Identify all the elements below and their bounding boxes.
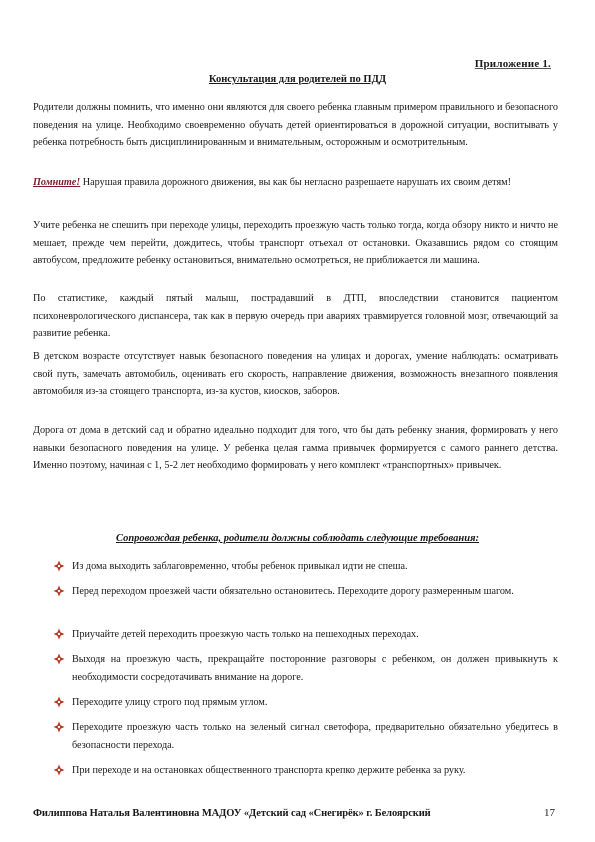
diamond-bullet-icon bbox=[53, 764, 65, 776]
diamond-bullet-icon bbox=[53, 560, 65, 572]
list-item-text: Переходите проезжую часть только на зеленый сигнал светофора, предварительно обязательно убедитесь в безопасности перехода. bbox=[72, 722, 558, 751]
list-item bbox=[53, 719, 558, 754]
list-item-text: Приучайте детей переходить проезжую часть только на пешеходных переходах. bbox=[72, 629, 419, 640]
list-item-text: При переходе и на остановках общественного транспорта крепко держите ребенка за руку. bbox=[72, 765, 466, 776]
diamond-bullet-icon bbox=[53, 696, 65, 708]
appendix-label: Приложение 1. bbox=[474, 58, 551, 70]
list-item-text: Выходя на проезжую часть, прекращайте посторонние разговоры с ребенком, он должен привыкнуть к необходимости сосредотачивать внимание на дороге. bbox=[72, 654, 558, 683]
page-number: 17 bbox=[544, 807, 555, 819]
list-item bbox=[53, 762, 558, 780]
paragraph-text: Нарушая правила дорожного движения, вы как бы негласно разрешаете нарушать их своим детям! bbox=[80, 177, 512, 188]
paragraph-text: Дорога от дома в детский сад и обратно идеально подходит для того, что бы дать ребенку знания, формировать у него навыки безопасного поведения на улице. У ребенка целая гамма привычек формируется с самого раннего детства. Именно поэтому, начиная с 1, 5-2 лет необходимо формировать у него комплект «транспортных» привычек. bbox=[33, 425, 558, 471]
paragraph-text: Учите ребенка не спешить при переходе улицы, переходить проезжую часть только тогда, когда обзору никто и ничто не мешает, прежде чем перейти, дождитесь, чтобы транспорт отъехал от остановки. Оказавшись рядом со стоящим автобусом, предложите ребенку остановиться, внимательно осмотреться, не приближается ли машина. bbox=[33, 220, 558, 266]
list-item bbox=[53, 626, 558, 644]
paragraph-text: По статистике, каждый пятый малыш, пострадавший в ДТП, впоследствии становится пациентом психоневрологического диспансера, так как в первую очередь при авариях травмируется головной мозг, отвечающий за развитие ребенка. bbox=[33, 293, 558, 339]
list-item bbox=[53, 558, 558, 576]
paragraph-road bbox=[33, 422, 558, 475]
paragraph-intro bbox=[33, 99, 558, 152]
list-item-text: Перед переходом проезжей части обязательно остановитесь. Переходите дорогу размеренным шагом. bbox=[72, 586, 514, 597]
paragraph-text: Родители должны помнить, что именно они являются для своего ребенка главным примером правильного и безопасного поведения на улице. Необходимо своевременно обучать детей ориентироваться в дорожной ситуации, воспитывать у ребенка потребность быть дисциплинированным и внимательным, осторожным и осмотрительным. bbox=[33, 102, 558, 148]
paragraph-teach bbox=[33, 217, 558, 270]
diamond-bullet-icon bbox=[53, 628, 65, 640]
requirements-title: Сопровождая ребенка, родители должны соблюдать следующие требования: bbox=[116, 533, 479, 544]
list-item-text: Из дома выходить заблаговременно, чтобы ребенок привыкал идти не спеша. bbox=[72, 561, 408, 572]
diamond-bullet-icon bbox=[53, 585, 65, 597]
list-item bbox=[53, 583, 558, 601]
paragraph-statistics bbox=[33, 290, 558, 343]
paragraph-childhood bbox=[33, 348, 558, 401]
list-item bbox=[53, 651, 558, 686]
diamond-bullet-icon bbox=[53, 653, 65, 665]
document-title: Консультация для родителей по ПДД bbox=[208, 74, 387, 85]
list-item bbox=[53, 694, 558, 712]
paragraph-text: В детском возрасте отсутствует навык безопасного поведения на улицах и дорогах, умение наблюдать: осматривать свой путь, замечать автомобиль, оценивать его скорость, направление движения, возможность внезапного появления автомобиля из-за стоящего транспорта, из-за кустов, киосков, заборов. bbox=[33, 351, 558, 397]
remember-emphasis: Помните! bbox=[33, 177, 81, 188]
diamond-bullet-icon bbox=[53, 721, 65, 733]
footer-author: Филиппова Наталья Валентиновна МАДОУ «Детский сад «Снегирёк» г. Белоярский bbox=[33, 808, 431, 819]
paragraph-remember bbox=[33, 174, 558, 192]
list-item-text: Переходите улицу строго под прямым углом. bbox=[72, 697, 268, 708]
